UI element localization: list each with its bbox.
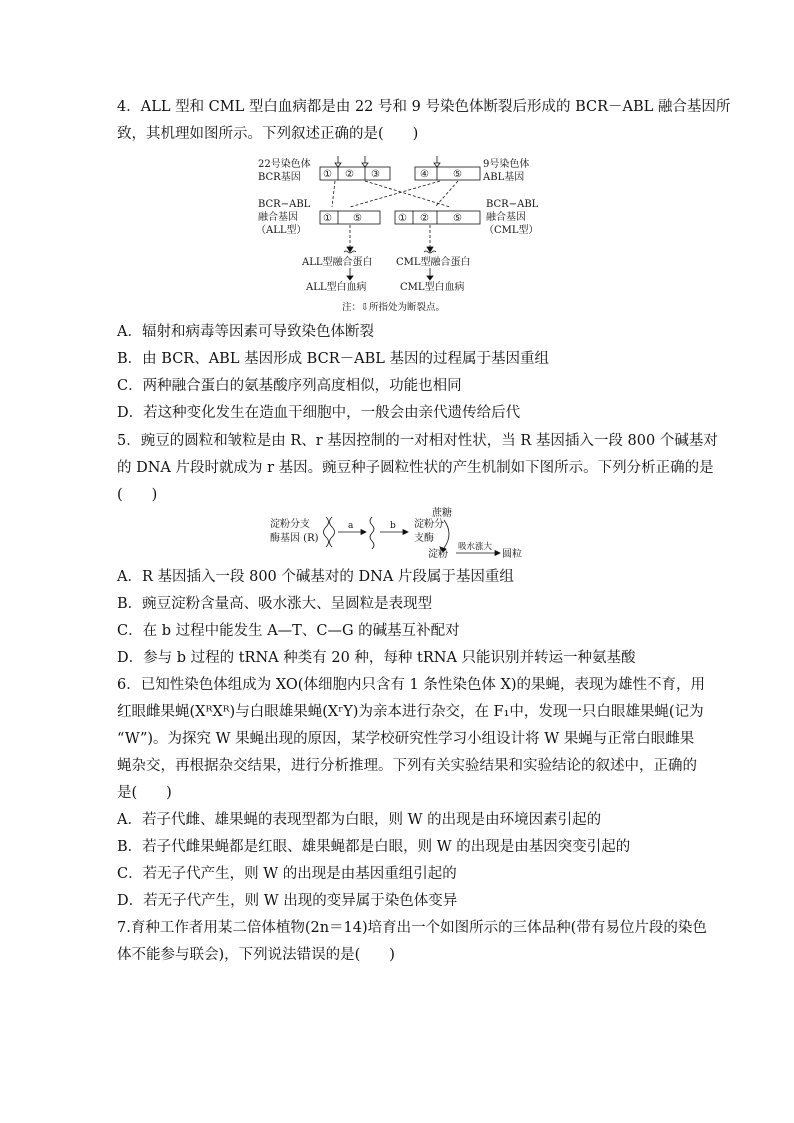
fig4-left-mid-3: （ALL型） [256,225,307,236]
fig5-enzyme-2: 支酶 [414,533,434,544]
step-b: b [390,521,396,531]
fusion-gene-cml [395,211,480,224]
seg-5: ⑤ [453,213,462,224]
seg-5: ⑤ [353,213,362,224]
q6-option-d: D．若无子代产生，则 W 出现的变异属于染色体变异 [117,893,458,909]
q5-stem-line-3: ( ) [117,487,158,503]
q5-option-a: A．R 基因插入一段 800 个碱基对的 DNA 片段属于基因重组 [117,569,514,585]
q4-stem-line-1: 4．ALL 型和 CML 型白血病都是由 22 号和 9 号染色体断裂后形成的 BCR－ABL 融合基因所 [117,99,731,115]
fig5-starch: 淀粉 [428,549,448,560]
q5-option-c: C．在 b 过程中能发生 A—T、C—G 的碱基互补配对 [117,623,460,639]
fig4-left-top-2: BCR基因 [258,172,301,183]
protein-cml: CML型融合蛋白 [396,257,471,268]
q5-stem-line-2: 的 DNA 片段时就成为 r 基因。豌豆种子圆粒性状的产生机制如下图所示。下列分析正确的是 [117,460,714,476]
seg-5: ⑤ [453,169,462,180]
q4-figure [250,155,550,315]
q4-option-b: B．由 BCR、ABL 基因形成 BCR－ABL 基因的过程属于基因重组 [117,351,549,367]
fig4-right-mid-1: BCR−ABL [486,199,539,210]
q4-option-a: A．辐射和病毒等因素可导致染色体断裂 [117,324,374,340]
fig5-round: 圆粒 [502,549,522,560]
seg-1: ① [398,213,407,224]
seg-4: ④ [420,169,429,180]
disease-cml: CML型白血病 [400,282,465,293]
q6-stem-line-4: 蝇杂交，再根据杂交结果，进行分析推理。下列有关实验结果和实验结论的叙述中，正确的 [117,758,697,774]
seg-3: ③ [371,169,380,180]
fig4-note: 注：⇩所指处为断裂点。 [342,302,445,313]
q6-option-b: B．若子代雌果蝇都是红眼、雄果蝇都是白眼，则 W 的出现是由基因突变引起的 [117,839,631,855]
q6-stem-line-3: “W”)。为探究 W 果蝇出现的原因，某学校研究性学习小组设计将 W 果蝇与正常白眼雌果 [117,731,695,747]
q4-option-d: D．若这种变化发生在造血干细胞中，一般会由亲代遗传给后代 [117,405,521,421]
q5-option-b: B．豌豆淀粉含量高、吸水涨大、呈圆粒是表现型 [117,596,433,612]
crossover-lines [332,181,458,207]
fig4-right-top-1: 9号染色体 [483,159,530,170]
q6-option-a: A．若子代雌、雄果蝇的表现型都为白眼，则 W 的出现是由环境因素引起的 [117,812,602,828]
q6-stem-line-1: 6．已知性染色体组成为 XO(体细胞内只含有 1 条性染色体 X)的果蝇，表现为雄性不育，用 [117,677,705,693]
seg-2: ② [420,213,429,224]
fig4-left-mid-2: 融合基因 [258,212,298,223]
seg-1: ① [323,169,332,180]
q6-stem-line-5: 是( ) [117,785,172,801]
fig5-gene-1: 淀粉分支 [270,519,310,530]
q5-option-d: D．参与 b 过程的 tRNA 种类有 20 种，每种 tRNA 只能识别并转运一种氨基酸 [117,650,636,666]
fig4-right-mid-2: 融合基因 [486,212,526,223]
break-point-arrow [335,156,440,167]
q7-stem-line-1: 7.育种工作者用某二倍体植物(2n＝14)培育出一个如图所示的三体品种(带有易位片段的染色 [117,920,707,936]
fig4-right-mid-3: （CML型） [484,225,539,236]
fig4-right-top-2: ABL基因 [483,172,525,183]
q4-option-c: C．两种融合蛋白的氨基酸序列高度相似，功能也相同 [117,378,462,394]
expression-arrows [344,225,436,253]
mrna-icon [370,517,374,549]
q5-figure [268,505,538,563]
q7-stem-line-2: 体不能参与联会)，下列说法错误的是( ) [117,947,395,963]
dna-helix-icon [324,517,335,547]
fig5-enzyme-1: 淀粉分 [414,519,444,530]
fig5-sucrose: 蔗糖 [432,508,452,519]
seg-2: ② [345,169,354,180]
seg-1: ① [323,213,332,224]
q6-option-c: C．若无子代产生，则 W 的出现是由基因重组引起的 [117,866,457,882]
step-a: a [348,521,354,531]
fig4-left-mid-1: BCR−ABL [258,199,311,210]
q5-stem-line-1: 5．豌豆的圆粒和皱粒是由 R、r 基因控制的一对相对性状，当 R 基因插入一段 800 个碱基对 [117,433,718,449]
q4-stem-line-2: 致，其机理如图所示。下列叙述正确的是( ) [117,126,419,142]
fig5-absorb: 吸水涨大 [458,542,493,552]
q6-stem-line-2: 红眼雌果蝇(XᴿXᴿ)与白眼雄果蝇(XʳY)为亲本进行杂交，在 F₁中，发现一只白眼雄果蝇(记为 [117,704,704,720]
fig5-gene-2: 酶基因 (R) [270,533,319,544]
protein-all: ALL型融合蛋白 [302,257,373,268]
disease-all: ALL型白血病 [306,282,367,293]
fig4-left-top-1: 22号染色体 [258,159,311,170]
